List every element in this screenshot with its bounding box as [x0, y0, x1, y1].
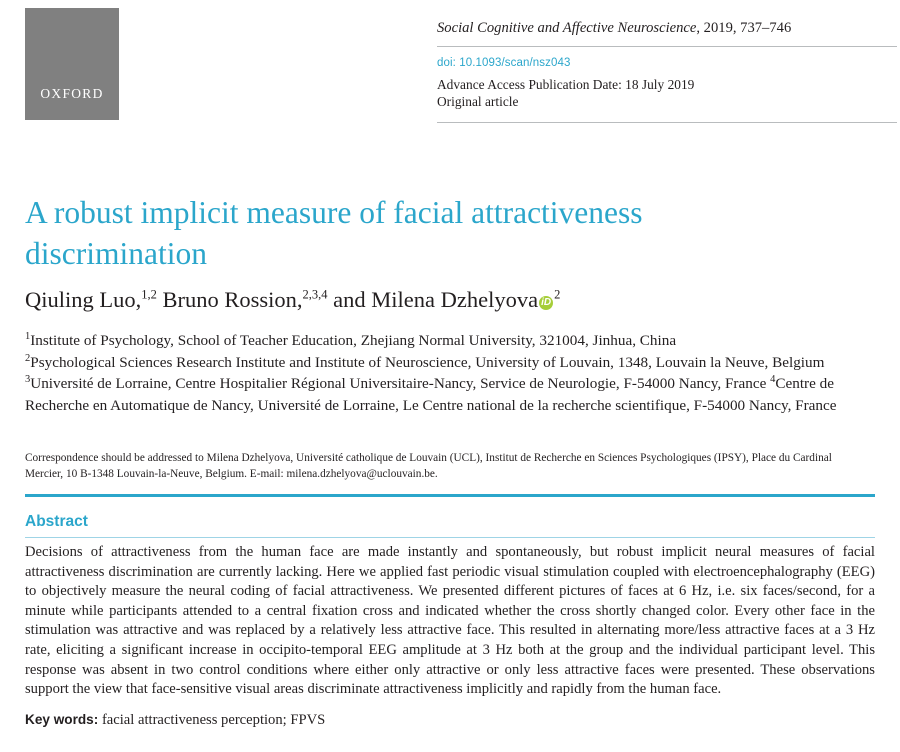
affiliation-text: Université de Lorraine, Centre Hospitalier Régional Universitaire-Nancy, Service de Neurologie, F-54000 Nancy, France	[30, 375, 767, 392]
keywords-label: Key words:	[25, 712, 99, 727]
affiliation-marker: 4	[770, 373, 776, 385]
masthead-rule-bottom	[437, 122, 897, 123]
journal-citation-line	[437, 20, 791, 37]
author-name[interactable]: Qiuling Luo,	[25, 287, 142, 312]
doi-link[interactable]: doi: 10.1093/scan/nsz043	[437, 57, 571, 69]
orcid-icon[interactable]: iD	[541, 297, 552, 308]
affiliations	[25, 330, 875, 416]
journal-name: Social Cognitive and Affective Neuroscience	[437, 20, 697, 36]
journal-issue: , 2019, 737–746	[696, 20, 792, 36]
author-affiliation-marker: 2	[554, 287, 561, 302]
affiliation-text: Centre de Recherche en Automatique de Nancy, Université de Lorraine, Le Centre national de la recherche scientifique, F-54000 Nancy, France	[25, 375, 837, 414]
oxford-logo-text: OXFORD	[40, 86, 104, 101]
author-affiliation-marker: 1,2	[141, 287, 157, 302]
keywords-values: facial attractiveness perception; FPVS	[101, 712, 326, 728]
advance-access-date: Advance Access Publication Date: 18 July 2019	[437, 77, 695, 92]
author-name[interactable]: and Milena Dzhelyova	[333, 287, 539, 312]
author-list	[25, 287, 875, 313]
affiliation-marker: 1	[25, 330, 31, 342]
affiliation-marker: 3	[25, 373, 31, 385]
author-name[interactable]: Bruno Rossion,	[162, 287, 303, 312]
masthead	[0, 0, 900, 135]
section-divider	[25, 494, 875, 497]
affiliation-marker: 2	[25, 352, 31, 364]
author-affiliation-marker: 2,3,4	[302, 287, 328, 302]
affiliation-text: Institute of Psychology, School of Teacher Education, Zhejiang Normal University, 321004, Jinhua, China	[30, 332, 677, 349]
abstract-heading: Abstract	[25, 513, 88, 530]
page-title: A robust implicit measure of facial attractiveness discrimination	[25, 195, 643, 271]
correspondence-note: Correspondence should be addressed to Milena Dzhelyova, Université catholique de Louvain (UCL), Institut de Recherche en Sciences Psychologiques (IPSY), Place du Cardinal Mercier, 10 B-1348 Louvain-la-Neuve, Belgium. E-mail: milena.dzhelyova@uclouvain.be.	[25, 452, 832, 480]
oxford-logo	[25, 8, 119, 120]
affiliation-text: Psychological Sciences Research Institute and Institute of Neuroscience, University of Louvain, 1348, Louvain la Neuve, Belgium	[30, 353, 825, 371]
keywords-line	[25, 712, 875, 729]
article-type: Original article	[437, 94, 519, 109]
abstract-body: Decisions of attractiveness from the human face are made instantly and spontaneously, but robust implicit neural measures of facial attractiveness discrimination are currently lacking. Here we applied fast periodic visual stimulation coupled with electroencephalography (EEG) to objectively measure the neural coding of facial attractiveness. We presented different pictures of faces at 6 Hz, i.e. six faces/second, for a minute while participants attended to a central fixation cross and indicated whether the cross shortly changed color. Every other face in the stimulation was attractive and was replaced by a relatively less attractive face. This resulted in alternating more/less attractive faces at a 3 Hz rate, eliciting a significant increase in occipito-temporal EEG amplitude at 3 Hz both at the group and the individual participant level. This response was absent in two control conditions where either only attractive or only less attractive faces were presented. These observations support the view that face-sensitive visual areas discriminate attractiveness implicitly and rapidly from the human face.	[25, 544, 875, 698]
abstract-underline	[25, 537, 875, 538]
masthead-rule-top	[437, 46, 897, 47]
